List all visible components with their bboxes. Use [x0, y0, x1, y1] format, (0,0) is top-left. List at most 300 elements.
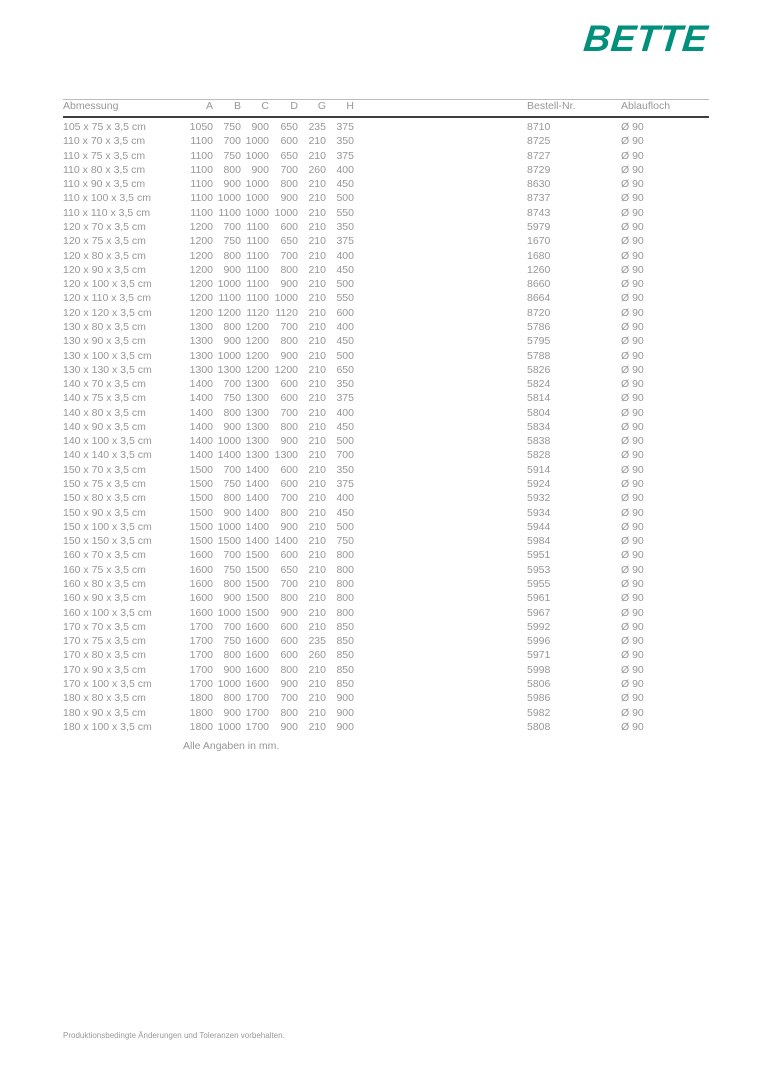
cell-g: 210	[308, 578, 326, 590]
cell-c: 1500	[245, 606, 269, 619]
cell-spacer	[354, 306, 527, 320]
table-row	[63, 377, 709, 391]
cell-abmessung: 130 x 80 x 3,5 cm	[63, 320, 146, 333]
cell-ablaufloch: Ø 90	[621, 492, 644, 505]
cell-spacer	[354, 520, 527, 534]
cell-b: 900	[223, 263, 241, 276]
col-header-abmessung: Abmessung	[63, 100, 185, 118]
cell-c: 1300	[245, 378, 269, 391]
cell-c: 1300	[245, 420, 269, 433]
cell-a: 1200	[189, 263, 213, 276]
cell-h: 500	[336, 349, 354, 362]
cell-spacer	[354, 249, 527, 263]
cell-abmessung: 160 x 80 x 3,5 cm	[63, 578, 146, 590]
cell-ablaufloch: Ø 90	[621, 463, 644, 476]
cell-bestell-nr: 8660	[527, 278, 551, 291]
cell-c: 1000	[245, 149, 269, 162]
cell-d: 700	[280, 163, 298, 176]
cell-c: 1700	[245, 692, 269, 705]
cell-g: 210	[308, 506, 326, 519]
cell-b: 1000	[217, 606, 241, 619]
table-body	[63, 117, 709, 734]
cell-abmessung: 180 x 90 x 3,5 cm	[63, 706, 146, 719]
cell-bestell-nr: 5826	[527, 363, 551, 376]
cell-ablaufloch: Ø 90	[621, 635, 644, 648]
cell-abmessung: 130 x 90 x 3,5 cm	[63, 335, 146, 348]
cell-a: 1600	[189, 606, 213, 619]
cell-abmessung: 160 x 70 x 3,5 cm	[63, 549, 146, 562]
table-row	[63, 577, 709, 591]
cell-g: 210	[308, 220, 326, 233]
cell-b: 1000	[217, 677, 241, 690]
table-row	[63, 591, 709, 605]
cell-bestell-nr: 5953	[527, 563, 551, 576]
cell-g: 210	[308, 349, 326, 362]
cell-d: 700	[280, 406, 298, 419]
cell-d: 800	[280, 592, 298, 605]
cell-a: 1100	[190, 135, 213, 148]
table-row	[63, 720, 709, 734]
cell-d: 600	[280, 635, 298, 648]
cell-abmessung: 150 x 70 x 3,5 cm	[63, 463, 146, 476]
cell-h: 850	[336, 677, 354, 690]
bette-logo: BETTE	[582, 18, 711, 59]
cell-spacer	[354, 320, 527, 334]
cell-d: 900	[280, 435, 298, 448]
cell-abmessung: 120 x 80 x 3,5 cm	[63, 249, 146, 262]
cell-h: 450	[336, 506, 354, 519]
cell-g: 210	[308, 249, 326, 262]
cell-d: 900	[280, 720, 298, 733]
cell-ablaufloch: Ø 90	[621, 620, 644, 633]
table-row	[63, 334, 709, 348]
table-row	[63, 163, 709, 177]
table-row	[63, 149, 709, 163]
cell-ablaufloch: Ø 90	[621, 549, 644, 562]
dimension-table	[63, 99, 709, 734]
cell-g: 210	[308, 406, 326, 419]
cell-bestell-nr: 8720	[527, 306, 551, 319]
cell-a: 1300	[189, 349, 213, 362]
cell-g: 210	[308, 392, 326, 405]
cell-bestell-nr: 5932	[527, 492, 551, 505]
cell-c: 1100	[246, 263, 269, 276]
cell-a: 1050	[189, 121, 213, 133]
cell-ablaufloch: Ø 90	[621, 192, 644, 205]
cell-b: 900	[223, 506, 241, 519]
cell-a: 1700	[189, 649, 213, 662]
cell-abmessung: 140 x 75 x 3,5 cm	[63, 392, 146, 405]
cell-bestell-nr: 5971	[527, 649, 551, 662]
cell-abmessung: 110 x 110 x 3,5 cm	[63, 206, 151, 219]
cell-g: 235	[308, 635, 326, 648]
cell-d: 800	[280, 335, 298, 348]
cell-a: 1600	[189, 578, 213, 590]
cell-d: 600	[280, 220, 298, 233]
table-row	[63, 563, 709, 577]
cell-a: 1400	[189, 435, 213, 448]
table-row	[63, 406, 709, 420]
cell-spacer	[354, 334, 527, 348]
cell-g: 210	[308, 706, 326, 719]
cell-spacer	[354, 277, 527, 291]
cell-ablaufloch: Ø 90	[621, 649, 644, 662]
cell-d: 900	[280, 278, 298, 291]
cell-d: 800	[280, 263, 298, 276]
cell-b: 750	[223, 478, 241, 491]
cell-b: 750	[223, 635, 241, 648]
cell-d: 900	[280, 520, 298, 533]
cell-spacer	[354, 491, 527, 505]
cell-abmessung: 170 x 70 x 3,5 cm	[63, 620, 146, 633]
cell-ablaufloch: Ø 90	[621, 578, 644, 590]
table-row	[63, 363, 709, 377]
footer-disclaimer: Produktionsbedingte Änderungen und Toleranzen vorbehalten.	[63, 1031, 285, 1040]
cell-abmessung: 180 x 100 x 3,5 cm	[63, 720, 152, 733]
cell-abmessung: 160 x 90 x 3,5 cm	[63, 592, 146, 605]
cell-spacer	[354, 706, 527, 720]
cell-a: 1100	[190, 163, 213, 176]
cell-abmessung: 120 x 100 x 3,5 cm	[63, 278, 152, 291]
cell-b: 1000	[217, 520, 241, 533]
dimension-table-wrap	[63, 99, 709, 734]
cell-b: 1000	[217, 720, 241, 733]
cell-b: 800	[223, 578, 241, 590]
cell-abmessung: 105 x 75 x 3,5 cm	[63, 121, 146, 133]
table-row	[63, 506, 709, 520]
cell-h: 500	[336, 520, 354, 533]
cell-g: 210	[308, 178, 326, 191]
cell-c: 1300	[245, 449, 269, 462]
cell-spacer	[354, 234, 527, 248]
table-row	[63, 434, 709, 448]
cell-d: 600	[280, 463, 298, 476]
table-row	[63, 477, 709, 491]
cell-c: 1400	[245, 492, 269, 505]
cell-c: 1500	[245, 549, 269, 562]
cell-abmessung: 170 x 80 x 3,5 cm	[63, 649, 146, 662]
cell-b: 1100	[218, 292, 241, 305]
cell-spacer	[354, 263, 527, 277]
cell-bestell-nr: 5998	[527, 663, 551, 676]
cell-b: 800	[223, 406, 241, 419]
cell-g: 235	[308, 121, 326, 133]
cell-abmessung: 130 x 100 x 3,5 cm	[63, 349, 152, 362]
cell-b: 700	[223, 549, 241, 562]
cell-ablaufloch: Ø 90	[621, 263, 644, 276]
cell-a: 1700	[189, 677, 213, 690]
cell-spacer	[354, 506, 527, 520]
cell-d: 900	[280, 606, 298, 619]
cell-d: 800	[280, 420, 298, 433]
cell-g: 210	[308, 278, 326, 291]
cell-g: 210	[308, 449, 326, 462]
cell-abmessung: 120 x 75 x 3,5 cm	[63, 235, 146, 248]
cell-d: 700	[280, 249, 298, 262]
cell-h: 375	[336, 121, 354, 133]
cell-ablaufloch: Ø 90	[621, 535, 644, 548]
cell-bestell-nr: 8664	[527, 292, 551, 305]
cell-h: 400	[336, 492, 354, 505]
table-row	[63, 234, 709, 248]
cell-g: 210	[308, 663, 326, 676]
cell-bestell-nr: 5804	[527, 406, 551, 419]
cell-bestell-nr: 8729	[527, 163, 551, 176]
cell-a: 1500	[189, 520, 213, 533]
cell-a: 1200	[189, 220, 213, 233]
cell-g: 210	[308, 206, 326, 219]
cell-bestell-nr: 5967	[527, 606, 551, 619]
cell-g: 210	[308, 520, 326, 533]
cell-a: 1200	[189, 306, 213, 319]
cell-g: 210	[308, 149, 326, 162]
units-note: Alle Angaben in mm.	[183, 740, 280, 752]
cell-abmessung: 150 x 75 x 3,5 cm	[63, 478, 146, 491]
cell-c: 1100	[246, 249, 269, 262]
cell-h: 375	[336, 235, 354, 248]
cell-h: 375	[336, 392, 354, 405]
table-row	[63, 620, 709, 634]
cell-g: 210	[308, 620, 326, 633]
cell-ablaufloch: Ø 90	[621, 435, 644, 448]
cell-d: 600	[280, 649, 298, 662]
table-row	[63, 349, 709, 363]
cell-g: 210	[308, 306, 326, 319]
cell-b: 700	[223, 378, 241, 391]
cell-bestell-nr: 5914	[527, 463, 551, 476]
cell-abmessung: 170 x 100 x 3,5 cm	[63, 677, 152, 690]
cell-ablaufloch: Ø 90	[621, 149, 644, 162]
table-row	[63, 706, 709, 720]
cell-b: 700	[223, 620, 241, 633]
cell-ablaufloch: Ø 90	[621, 278, 644, 291]
cell-g: 210	[308, 492, 326, 505]
cell-c: 1000	[245, 178, 269, 191]
cell-h: 600	[336, 306, 354, 319]
cell-spacer	[354, 620, 527, 634]
table-row	[63, 448, 709, 462]
cell-spacer	[354, 434, 527, 448]
cell-a: 1400	[189, 406, 213, 419]
cell-d: 900	[280, 677, 298, 690]
cell-ablaufloch: Ø 90	[621, 520, 644, 533]
cell-spacer	[354, 163, 527, 177]
col-header-h: H	[326, 100, 354, 118]
cell-a: 1600	[189, 563, 213, 576]
col-header-bestell-nr: Bestell-Nr.	[527, 100, 621, 118]
cell-a: 1500	[189, 506, 213, 519]
cell-ablaufloch: Ø 90	[621, 220, 644, 233]
table-row	[63, 191, 709, 205]
cell-c: 1600	[245, 663, 269, 676]
cell-a: 1300	[189, 320, 213, 333]
cell-b: 1000	[217, 349, 241, 362]
cell-h: 550	[336, 292, 354, 305]
cell-bestell-nr: 5838	[527, 435, 551, 448]
cell-g: 210	[308, 363, 326, 376]
cell-bestell-nr: 5786	[527, 320, 551, 333]
cell-h: 400	[336, 163, 354, 176]
cell-h: 750	[336, 535, 354, 548]
cell-ablaufloch: Ø 90	[621, 349, 644, 362]
cell-spacer	[354, 577, 527, 591]
cell-ablaufloch: Ø 90	[621, 478, 644, 491]
cell-h: 900	[336, 706, 354, 719]
table-row	[63, 206, 709, 220]
cell-bestell-nr: 5984	[527, 535, 551, 548]
col-header-spacer	[354, 100, 527, 118]
cell-a: 1200	[189, 249, 213, 262]
table-row	[63, 291, 709, 305]
cell-spacer	[354, 477, 527, 491]
cell-abmessung: 140 x 100 x 3,5 cm	[63, 435, 152, 448]
cell-ablaufloch: Ø 90	[621, 706, 644, 719]
cell-c: 1300	[245, 435, 269, 448]
cell-ablaufloch: Ø 90	[621, 206, 644, 219]
cell-b: 700	[223, 463, 241, 476]
cell-b: 750	[223, 563, 241, 576]
cell-b: 1100	[218, 206, 241, 219]
cell-spacer	[354, 149, 527, 163]
cell-bestell-nr: 5986	[527, 692, 551, 705]
cell-spacer	[354, 220, 527, 234]
table-row	[63, 277, 709, 291]
cell-c: 1400	[245, 520, 269, 533]
col-header-d: D	[269, 100, 298, 118]
cell-a: 1200	[189, 292, 213, 305]
cell-c: 1400	[245, 535, 269, 548]
cell-d: 1300	[274, 449, 298, 462]
cell-c: 1300	[245, 406, 269, 419]
cell-g: 260	[308, 163, 326, 176]
cell-c: 1400	[245, 463, 269, 476]
cell-h: 400	[336, 249, 354, 262]
table-row	[63, 648, 709, 662]
cell-g: 210	[308, 535, 326, 548]
cell-b: 750	[223, 149, 241, 162]
cell-h: 350	[336, 463, 354, 476]
cell-g: 260	[308, 649, 326, 662]
table-row	[63, 220, 709, 234]
cell-bestell-nr: 5982	[527, 706, 551, 719]
cell-h: 375	[336, 478, 354, 491]
cell-spacer	[354, 448, 527, 462]
cell-h: 800	[336, 578, 354, 590]
cell-d: 600	[280, 378, 298, 391]
cell-a: 1400	[189, 420, 213, 433]
cell-c: 1200	[245, 363, 269, 376]
cell-c: 900	[251, 163, 269, 176]
cell-c: 1000	[245, 206, 269, 219]
cell-h: 450	[336, 335, 354, 348]
cell-b: 750	[223, 392, 241, 405]
cell-c: 1500	[245, 563, 269, 576]
cell-bestell-nr: 5996	[527, 635, 551, 648]
cell-spacer	[354, 606, 527, 620]
table-row	[63, 263, 709, 277]
cell-spacer	[354, 720, 527, 734]
cell-b: 1000	[217, 192, 241, 205]
cell-a: 1100	[190, 149, 213, 162]
cell-g: 210	[308, 720, 326, 733]
cell-c: 1300	[245, 392, 269, 405]
cell-abmessung: 150 x 90 x 3,5 cm	[63, 506, 146, 519]
cell-c: 1700	[245, 706, 269, 719]
cell-bestell-nr: 1260	[527, 263, 551, 276]
cell-a: 1600	[189, 592, 213, 605]
cell-b: 1000	[217, 435, 241, 448]
cell-c: 1200	[245, 335, 269, 348]
cell-abmessung: 150 x 150 x 3,5 cm	[63, 535, 152, 548]
cell-ablaufloch: Ø 90	[621, 378, 644, 391]
cell-bestell-nr: 5795	[527, 335, 551, 348]
cell-h: 500	[336, 192, 354, 205]
cell-bestell-nr: 8630	[527, 178, 551, 191]
cell-ablaufloch: Ø 90	[621, 163, 644, 176]
table-row	[63, 491, 709, 505]
cell-bestell-nr: 8725	[527, 135, 551, 148]
col-header-ablaufloch: Ablaufloch	[621, 100, 709, 118]
cell-ablaufloch: Ø 90	[621, 392, 644, 405]
col-header-b: B	[213, 100, 241, 118]
cell-ablaufloch: Ø 90	[621, 720, 644, 733]
cell-d: 800	[280, 663, 298, 676]
cell-a: 1200	[189, 235, 213, 248]
cell-spacer	[354, 663, 527, 677]
cell-g: 210	[308, 692, 326, 705]
table-row	[63, 391, 709, 405]
cell-c: 1600	[245, 649, 269, 662]
table-row	[63, 663, 709, 677]
cell-abmessung: 140 x 80 x 3,5 cm	[63, 406, 146, 419]
cell-a: 1800	[189, 720, 213, 733]
cell-bestell-nr: 1670	[527, 235, 551, 248]
cell-d: 900	[280, 349, 298, 362]
cell-spacer	[354, 463, 527, 477]
cell-c: 1100	[246, 292, 269, 305]
cell-ablaufloch: Ø 90	[621, 363, 644, 376]
cell-d: 1120	[275, 306, 298, 319]
cell-b: 800	[223, 163, 241, 176]
cell-a: 1100	[190, 192, 213, 205]
cell-spacer	[354, 349, 527, 363]
cell-h: 350	[336, 135, 354, 148]
cell-g: 210	[308, 549, 326, 562]
cell-c: 1700	[245, 720, 269, 733]
table-row	[63, 134, 709, 148]
cell-bestell-nr: 5979	[527, 220, 551, 233]
cell-d: 800	[280, 706, 298, 719]
cell-g: 210	[308, 320, 326, 333]
cell-g: 210	[308, 263, 326, 276]
cell-c: 1600	[245, 620, 269, 633]
cell-spacer	[354, 563, 527, 577]
cell-h: 375	[336, 149, 354, 162]
cell-abmessung: 160 x 100 x 3,5 cm	[63, 606, 152, 619]
cell-spacer	[354, 363, 527, 377]
cell-g: 210	[308, 335, 326, 348]
cell-abmessung: 120 x 70 x 3,5 cm	[63, 220, 146, 233]
cell-h: 700	[336, 449, 354, 462]
cell-g: 210	[308, 435, 326, 448]
cell-d: 650	[280, 235, 298, 248]
cell-spacer	[354, 391, 527, 405]
cell-h: 800	[336, 606, 354, 619]
cell-c: 1120	[246, 306, 269, 319]
cell-b: 750	[223, 121, 241, 133]
col-header-g: G	[298, 100, 326, 118]
cell-ablaufloch: Ø 90	[621, 235, 644, 248]
